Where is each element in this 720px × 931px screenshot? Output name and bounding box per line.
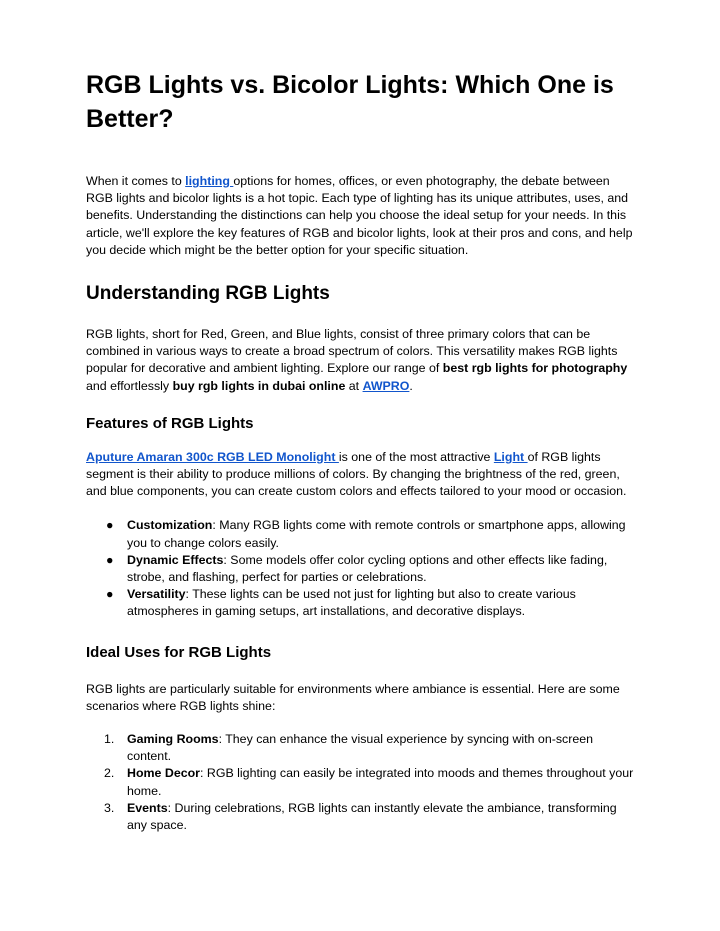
bullet-icon: ● bbox=[106, 518, 114, 533]
list-number: 1. bbox=[104, 732, 115, 747]
light-link[interactable]: Light bbox=[493, 449, 528, 464]
page-title: RGB Lights vs. Bicolor Lights: Which One is Better? bbox=[86, 71, 614, 133]
bullet-icon: ● bbox=[106, 587, 114, 602]
list-item-text: : Some models offer color cycling options and other effects like fading, strobe, and flashing, perfect for parties or celebrations. bbox=[127, 552, 608, 585]
list-number: 3. bbox=[104, 800, 115, 815]
list-item bbox=[86, 586, 634, 620]
list-item-term: Dynamic Effects bbox=[127, 552, 224, 567]
lighting-link[interactable]: lighting bbox=[185, 174, 234, 188]
list-item-term: Gaming Rooms bbox=[127, 732, 219, 747]
features-text-mid: is one of the most attractive bbox=[338, 449, 494, 464]
list-item-term: Events bbox=[127, 800, 168, 815]
features-heading: Features of RGB Lights bbox=[86, 414, 254, 432]
rgb-bold-photography: best rgb lights for photography bbox=[442, 361, 628, 376]
list-item-term: Home Decor bbox=[127, 766, 200, 781]
list-item bbox=[86, 731, 634, 765]
section-heading-rgb: Understanding RGB Lights bbox=[86, 283, 330, 305]
rgb-text-mid1: and effortlessly bbox=[86, 378, 173, 393]
list-item bbox=[86, 765, 634, 799]
features-text-rest: of RGB lights segment is their ability to produce millions of colors. By changing the brightness of the red, green, and blue components, you can create custom colors and effects tailored to your mood or occasion. bbox=[86, 449, 627, 499]
rgb-paragraph bbox=[86, 326, 634, 395]
awpro-link[interactable]: AWPRO bbox=[362, 378, 410, 393]
list-item-text: : RGB lighting can easily be integrated into moods and themes throughout your home. bbox=[127, 766, 634, 798]
list-item-text: : During celebrations, RGB lights can instantly elevate the ambiance, transforming any space. bbox=[127, 800, 617, 833]
rgb-text-end: . bbox=[409, 378, 413, 393]
list-item-text: : They can enhance the visual experience by syncing with on-screen content. bbox=[127, 732, 594, 764]
list-item-term: Versatility bbox=[127, 587, 186, 602]
bullet-icon: ● bbox=[106, 552, 114, 567]
aputure-amaran-link[interactable]: Aputure Amaran 300c RGB LED Monolight bbox=[86, 449, 339, 464]
list-item-term: Customization bbox=[127, 518, 213, 533]
list-item-text: : These lights can be used not just for lighting but also to create various atmospheres in gaming setups, art installations, and decorative displays. bbox=[127, 587, 576, 619]
features-paragraph bbox=[86, 449, 634, 501]
intro-text-start: When it comes to bbox=[86, 174, 186, 188]
features-list bbox=[86, 517, 634, 620]
uses-list bbox=[86, 731, 634, 834]
list-item bbox=[86, 552, 634, 586]
intro-paragraph bbox=[86, 173, 634, 259]
uses-heading: Ideal Uses for RGB Lights bbox=[86, 643, 272, 661]
list-item bbox=[86, 800, 634, 834]
list-number: 2. bbox=[104, 766, 115, 781]
intro-text-rest: options for homes, offices, or even photography, the debate between RGB lights and bicolor lights is a hot topic. Each type of lighting has its unique attributes, uses, and benefits. Understanding the distinctions can help you choose the ideal setup for your needs. In this article, we'll explore the key features of RGB and bicolor lights, look at their pros and cons, and help you decide which might be the better option for your specific situation. bbox=[86, 174, 633, 257]
rgb-bold-dubai: buy rgb lights in dubai online bbox=[172, 378, 346, 393]
rgb-text-mid2: at bbox=[345, 378, 363, 393]
uses-paragraph: RGB lights are particularly suitable for environments where ambiance is essential. Here are some scenarios where RGB lights shine: bbox=[86, 681, 620, 713]
list-item bbox=[86, 517, 634, 551]
list-item-text: : Many RGB lights come with remote controls or smartphone apps, allowing you to change colors easily. bbox=[127, 518, 626, 550]
rgb-text-start: RGB lights, short for Red, Green, and Blue lights, consist of three primary colors that can be combined in various ways to create a broad spectrum of colors. This versatility makes RGB lights popular for decorative and ambient lighting. Explore our range of bbox=[86, 327, 618, 376]
